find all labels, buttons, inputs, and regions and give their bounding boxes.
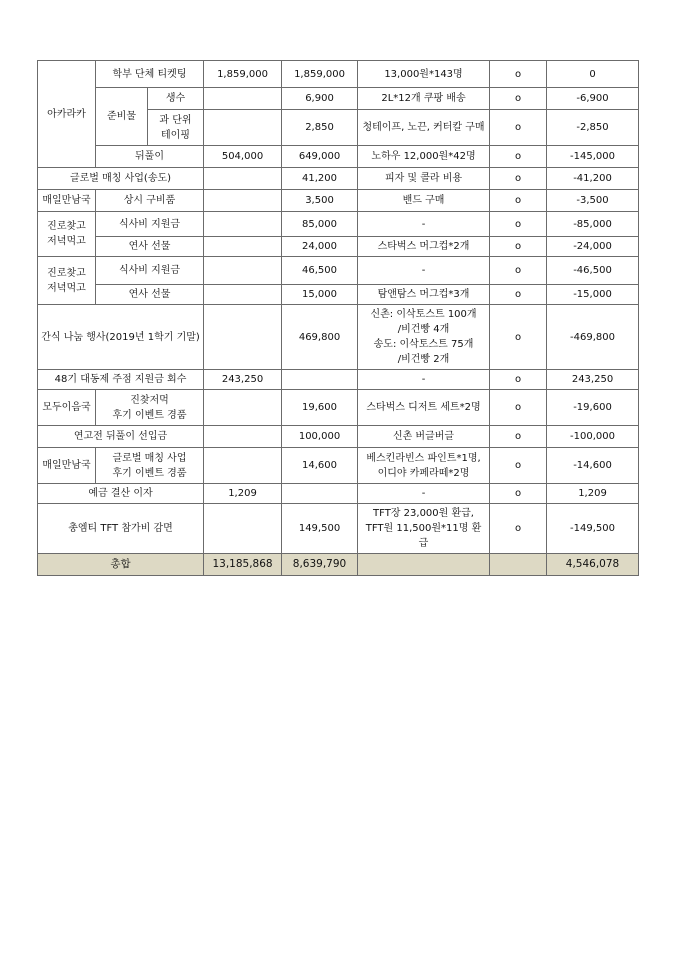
table-row [38, 484, 639, 504]
balance-cell: 1,209 [547, 484, 639, 504]
check-cell: o [490, 237, 547, 257]
item-cell: 상시 구비품 [96, 190, 204, 212]
check-cell: o [490, 426, 547, 448]
table-row [38, 212, 639, 237]
check-cell: o [490, 305, 547, 370]
check-cell: o [490, 504, 547, 554]
item-cell: 연사 선물 [96, 237, 204, 257]
category-cell: 매일만남국 [38, 448, 96, 484]
table-row [38, 390, 639, 426]
category-cell: 총엠티 TFT 참가비 감면 [38, 504, 204, 554]
income-cell [204, 448, 282, 484]
table-row [38, 305, 639, 370]
balance-cell: 243,250 [547, 370, 639, 390]
income-cell [204, 237, 282, 257]
income-cell [204, 504, 282, 554]
expense-cell: 19,600 [282, 390, 358, 426]
note-cell: 탐앤탐스 머그컵*3개 [358, 285, 490, 305]
income-cell: 504,000 [204, 146, 282, 168]
item-cell: 생수 [148, 88, 204, 110]
expense-cell [282, 370, 358, 390]
income-cell [204, 390, 282, 426]
item-cell: 과 단위 테이핑 [148, 110, 204, 146]
check-cell: o [490, 146, 547, 168]
category-cell: 진로찾고 저녁먹고 [38, 212, 96, 257]
total-row [38, 554, 639, 576]
balance-cell: -100,000 [547, 426, 639, 448]
note-cell: 밴드 구매 [358, 190, 490, 212]
item-cell: 식사비 지원금 [96, 257, 204, 285]
table-row [38, 237, 639, 257]
income-cell [204, 110, 282, 146]
category-cell: 48기 대동제 주점 지원금 회수 [38, 370, 204, 390]
income-cell: 1,209 [204, 484, 282, 504]
category-cell: 연고전 뒤풀이 선입금 [38, 426, 204, 448]
check-cell: o [490, 285, 547, 305]
note-cell: 스타벅스 디저트 세트*2명 [358, 390, 490, 426]
item-cell: 식사비 지원금 [96, 212, 204, 237]
item-cell: 연사 선물 [96, 285, 204, 305]
check-cell: o [490, 448, 547, 484]
expense-cell: 3,500 [282, 190, 358, 212]
table-row [38, 88, 639, 110]
table-row [38, 190, 639, 212]
table-row [38, 168, 639, 190]
expense-cell: 649,000 [282, 146, 358, 168]
note-cell: - [358, 484, 490, 504]
check-cell: o [490, 110, 547, 146]
note-cell: 청테이프, 노끈, 커터칼 구매 [358, 110, 490, 146]
expense-cell: 85,000 [282, 212, 358, 237]
table-row [38, 504, 639, 554]
balance-cell: -6,900 [547, 88, 639, 110]
expense-cell: 46,500 [282, 257, 358, 285]
income-cell [204, 426, 282, 448]
balance-cell: -85,000 [547, 212, 639, 237]
balance-cell: -149,500 [547, 504, 639, 554]
balance-cell: 0 [547, 61, 639, 88]
table-row [38, 61, 639, 88]
category-cell: 예금 결산 이자 [38, 484, 204, 504]
income-cell: 1,859,000 [204, 61, 282, 88]
item-cell: 학부 단체 티켓팅 [96, 61, 204, 88]
category-cell: 아카라카 [38, 61, 96, 168]
balance-cell: -145,000 [547, 146, 639, 168]
note-cell: 스타벅스 머그컵*2개 [358, 237, 490, 257]
note-cell: 노하우 12,000원*42명 [358, 146, 490, 168]
balance-cell: -2,850 [547, 110, 639, 146]
check-cell: o [490, 61, 547, 88]
balance-cell: -15,000 [547, 285, 639, 305]
expense-cell [282, 484, 358, 504]
table-row [38, 448, 639, 484]
income-cell [204, 212, 282, 237]
table-row [38, 426, 639, 448]
total-balance-cell: 4,546,078 [547, 554, 639, 576]
category-cell: 진로찾고 저녁먹고 [38, 257, 96, 305]
check-cell: o [490, 212, 547, 237]
expense-cell: 149,500 [282, 504, 358, 554]
expense-cell: 2,850 [282, 110, 358, 146]
balance-cell: -24,000 [547, 237, 639, 257]
note-cell: 2L*12개 쿠팡 배송 [358, 88, 490, 110]
balance-cell: -19,600 [547, 390, 639, 426]
balance-cell: -41,200 [547, 168, 639, 190]
note-cell: - [358, 370, 490, 390]
income-cell [204, 88, 282, 110]
income-cell [204, 168, 282, 190]
balance-cell: -14,600 [547, 448, 639, 484]
table-row [38, 370, 639, 390]
expense-cell: 41,200 [282, 168, 358, 190]
total-expense-cell: 8,639,790 [282, 554, 358, 576]
expense-cell: 14,600 [282, 448, 358, 484]
expense-cell: 24,000 [282, 237, 358, 257]
item-cell: 진찾저먹 후기 이벤트 경품 [96, 390, 204, 426]
category-cell: 매일만남국 [38, 190, 96, 212]
expense-cell: 100,000 [282, 426, 358, 448]
note-cell: 신촌 버글버글 [358, 426, 490, 448]
table-row [38, 146, 639, 168]
total-income-cell: 13,185,868 [204, 554, 282, 576]
income-cell [204, 285, 282, 305]
balance-cell: -469,800 [547, 305, 639, 370]
check-cell: o [490, 168, 547, 190]
table-row [38, 285, 639, 305]
income-cell [204, 257, 282, 285]
budget-ledger-table [37, 60, 639, 576]
note-cell: 베스킨라빈스 파인트*1명, 이디야 카페라떼*2명 [358, 448, 490, 484]
note-cell: 신촌: 이삭토스트 100개 /비건빵 4개 송도: 이삭토스트 75개 /비건빵 2개 [358, 305, 490, 370]
check-cell: o [490, 484, 547, 504]
check-cell: o [490, 370, 547, 390]
expense-cell: 6,900 [282, 88, 358, 110]
table-row [38, 257, 639, 285]
item-cell: 뒤풀이 [96, 146, 204, 168]
check-cell: o [490, 390, 547, 426]
check-cell: o [490, 190, 547, 212]
note-cell: 13,000원*143명 [358, 61, 490, 88]
note-cell: - [358, 257, 490, 285]
total-label: 총합 [38, 554, 204, 576]
income-cell [204, 305, 282, 370]
note-cell: TFT장 23,000원 환급, TFT원 11,500원*11명 환급 [358, 504, 490, 554]
total-check-cell [490, 554, 547, 576]
expense-cell: 469,800 [282, 305, 358, 370]
category-cell: 글로벌 매칭 사업(송도) [38, 168, 204, 190]
income-cell [204, 190, 282, 212]
subcategory-cell: 준비물 [96, 88, 148, 146]
note-cell: 피자 및 콜라 비용 [358, 168, 490, 190]
income-cell: 243,250 [204, 370, 282, 390]
total-note-cell [358, 554, 490, 576]
expense-cell: 15,000 [282, 285, 358, 305]
note-cell: - [358, 212, 490, 237]
balance-cell: -46,500 [547, 257, 639, 285]
check-cell: o [490, 88, 547, 110]
balance-cell: -3,500 [547, 190, 639, 212]
item-cell: 글로벌 매칭 사업 후기 이벤트 경품 [96, 448, 204, 484]
expense-cell: 1,859,000 [282, 61, 358, 88]
category-cell: 간식 나눔 행사(2019년 1학기 기말) [38, 305, 204, 370]
category-cell: 모두이음국 [38, 390, 96, 426]
check-cell: o [490, 257, 547, 285]
